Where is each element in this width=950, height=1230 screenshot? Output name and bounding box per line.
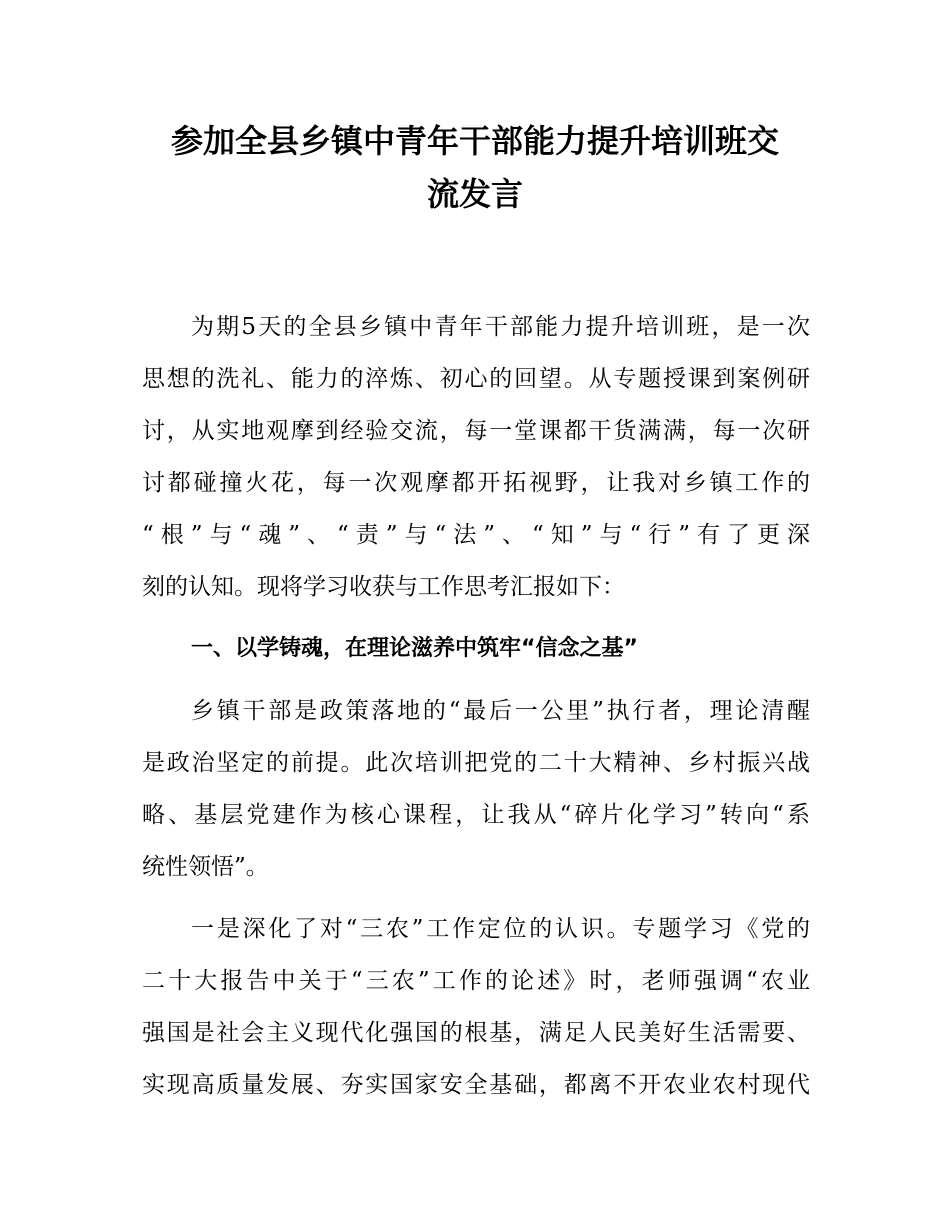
text-line: 强国是社会主义现代化强国的根基，满足人民美好生活需要、 [142, 1020, 810, 1046]
title-line: 参加全县乡镇中青年干部能力提升培训班交 [170, 122, 779, 160]
text-line: 略、基层党建作为核心课程，让我从“碎片化学习”转向“系 [142, 802, 810, 828]
text-line: 讨，从实地观摩到经验交流，每一堂课都干货满满，每一次研 [142, 418, 810, 444]
text-line: 为期5天的全县乡镇中青年干部能力提升培训班，是一次 [191, 314, 810, 340]
text-line: 实现高质量发展、夯实国家安全基础，都离不开农业农村现代 [142, 1072, 810, 1098]
paragraph-theory [142, 685, 810, 893]
text-line: 讨都碰撞火花，每一次观摩都开拓视野，让我对乡镇工作的 [142, 470, 810, 496]
text-line: 一是深化了对“三农”工作定位的认识。专题学习《党的 [191, 916, 810, 942]
text-line: 乡镇干部是政策落地的“最后一公里”执行者，理论清醒 [191, 698, 810, 724]
paragraph-gap [142, 893, 810, 903]
text-line: 思想的洗礼、能力的淬炼、初心的回望。从专题授课到案例研 [142, 366, 810, 392]
text-line: 统性领悟”。 [142, 854, 269, 880]
paragraph-gap [142, 613, 810, 623]
paragraph-intro [142, 301, 810, 613]
title-line: 流发言 [426, 175, 523, 213]
section-heading: 一、以学铸魂，在理论滋养中筑牢“信念之基” [191, 636, 638, 661]
text-line: 是政治坚定的前提。此次培训把党的二十大精神、乡村振兴战 [142, 750, 810, 776]
paragraph-sannong [142, 903, 810, 1111]
document-body [142, 301, 810, 1111]
text-line: 二十大报告中关于“三农”工作的论述》时，老师强调“农业 [142, 968, 810, 994]
paragraph-gap [142, 675, 810, 685]
document-title [130, 115, 820, 221]
text-line: “根”与“魂”、“责”与“法”、“知”与“行”有了更深 [142, 522, 810, 548]
text-line: 刻的认知。现将学习收获与工作思考汇报如下： [142, 574, 625, 600]
